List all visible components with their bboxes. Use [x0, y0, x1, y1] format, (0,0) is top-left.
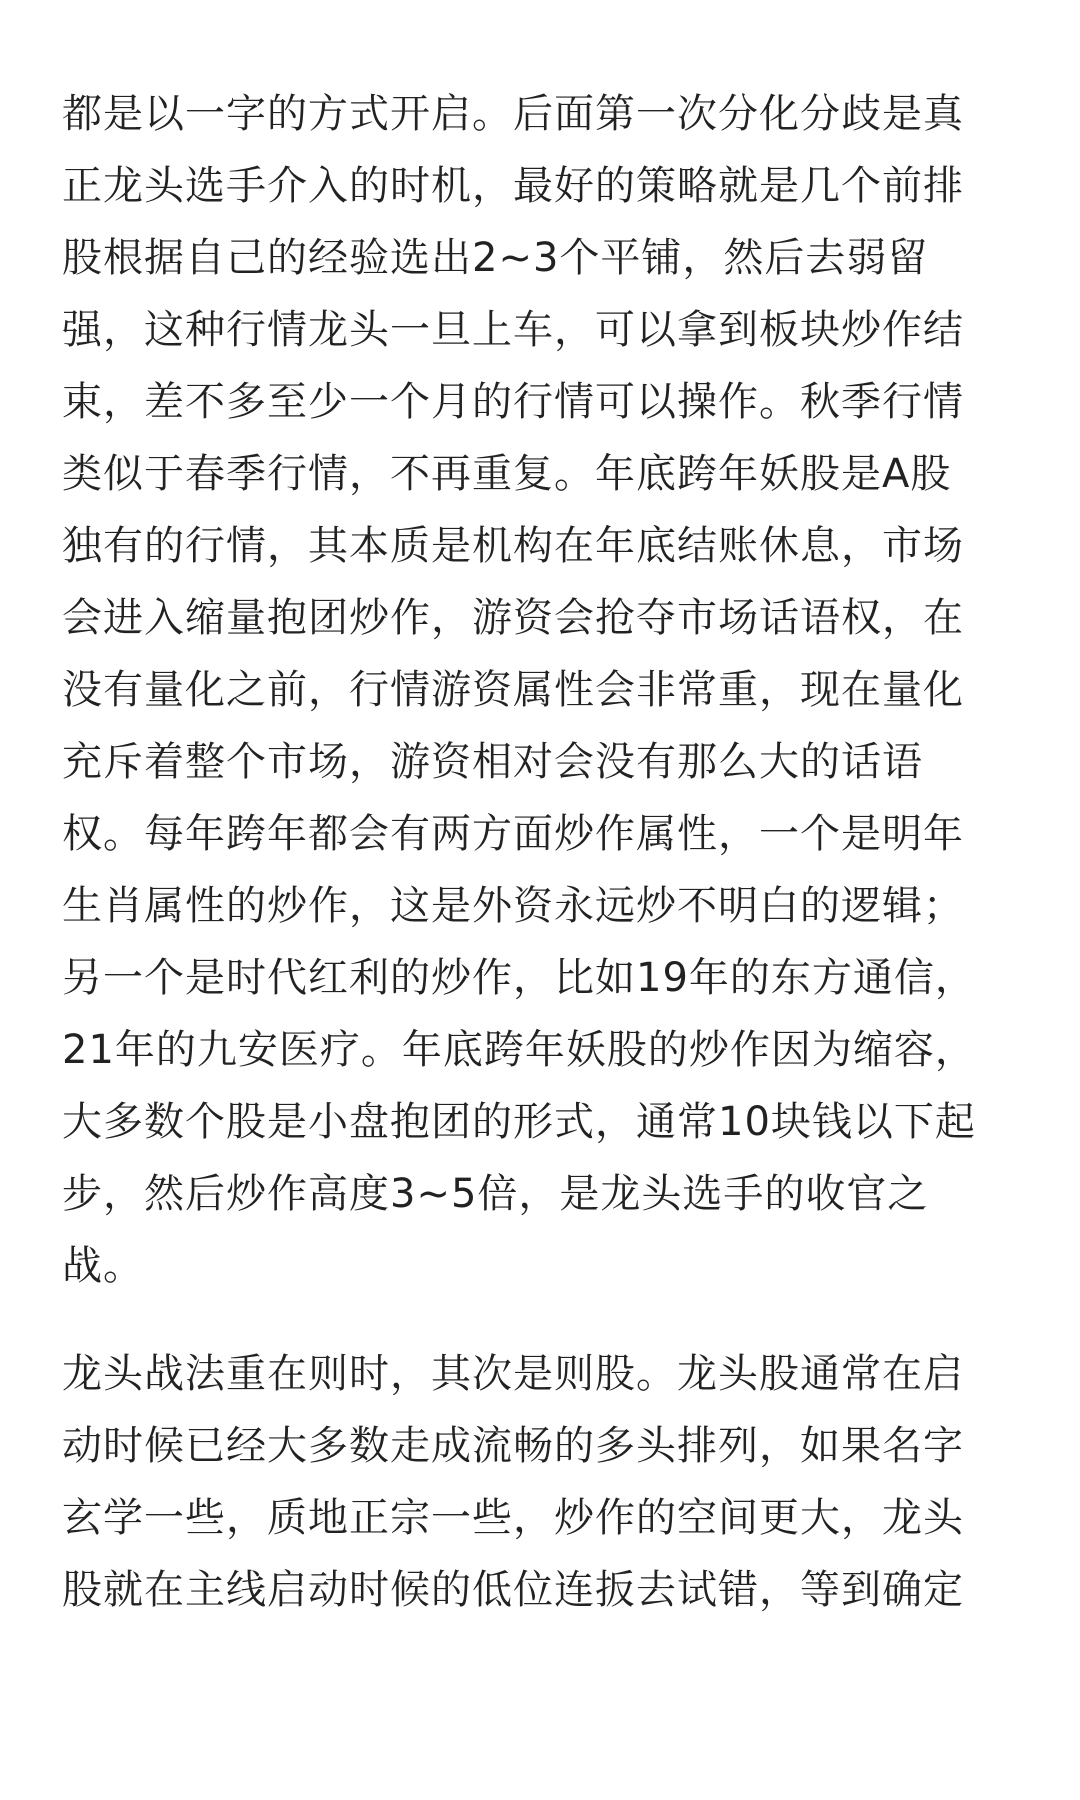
article-body: [62, 78, 1022, 1626]
article-paragraph-2: 龙头战法重在则时，其次是则股。龙头股通常在启 动时候已经大多数走成流畅的多头排列，如果名字 玄学一些，质地正宗一些，炒作的空间更大，龙头 股就在主线启动时候的低位连扳去试错，等到确定: [62, 1351, 964, 1613]
article-paragraph-1: 都是以一字的方式开启。后面第一次分化分歧是真 正龙头选手介入的时机，最好的策略就是几个前排 股根据自己的经验选出2~3个平铺，然后去弱留 强，这种行情龙头一旦上车，可以拿到板块炒作结 束，差不多至少一个月的行情可以操作。秋季行情 类似于春季行情，不再重复。年底跨年妖股是A股 独有的行情，其本质是机构在年底结账休息，市场 会进入缩量抱团炒作，游资会抢夺市场话语权，在 没有量化之前，行情游资属性会非常重，现在量化 充斥着整个市场，游资相对会没有那么大的话语 权。每年跨年都会有两方面炒作属性，一个是明年 生肖属性的炒作，这是外资永远炒不明白的逻辑； 另一个是时代红利的炒作，比如19年的东方通信， 21年的九安医疗。年底跨年妖股的炒作因为缩容， 大多数个股是小盘抱团的形式，通常10块钱以下起 步，然后炒作高度3~5倍，是龙头选手的收官之 战。: [62, 91, 976, 1289]
